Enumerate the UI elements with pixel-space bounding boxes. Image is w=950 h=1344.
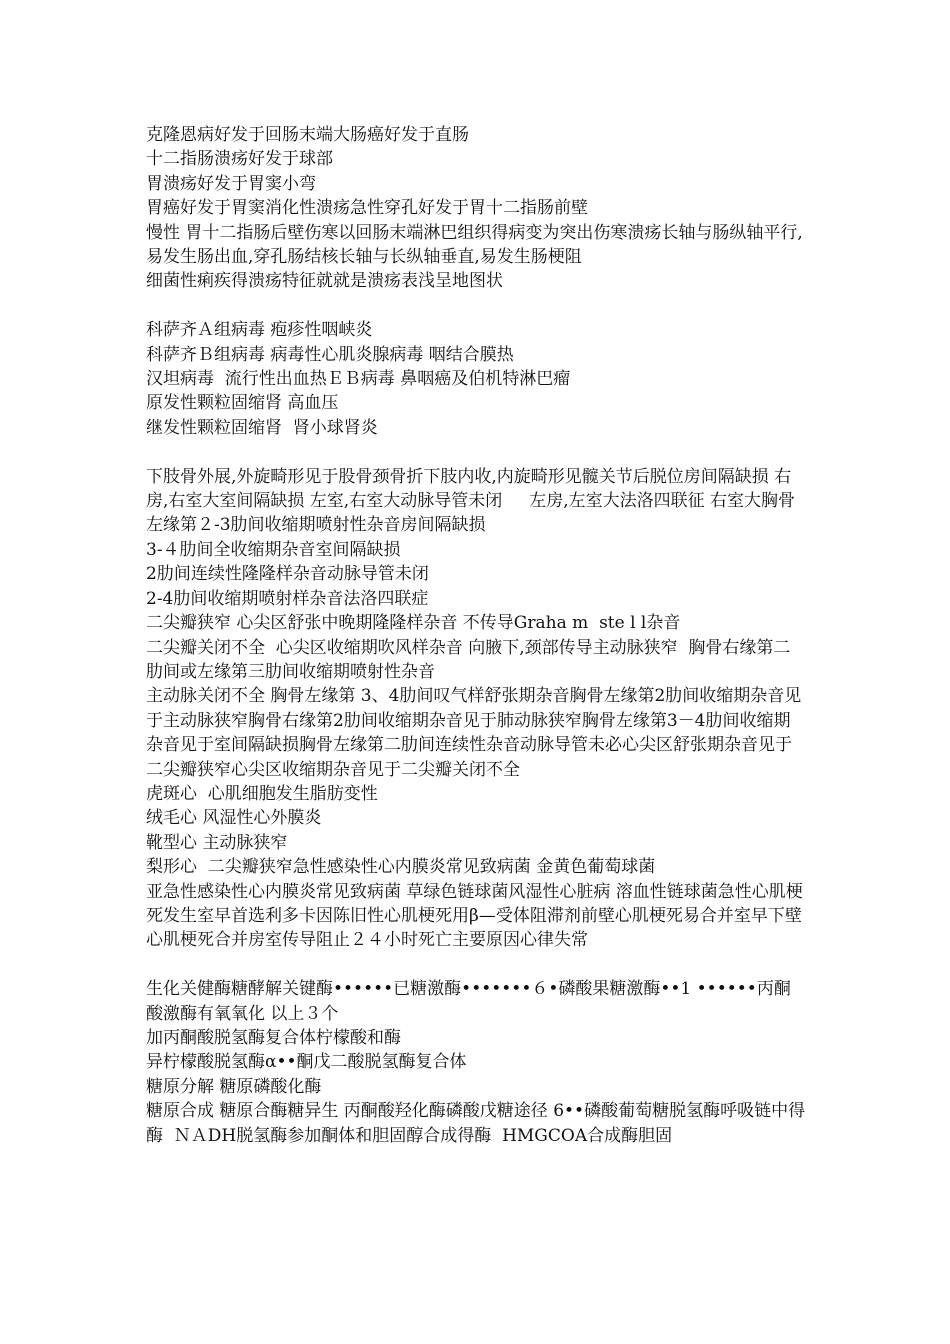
paragraph-gap: [146, 440, 806, 464]
section-viruses-kidney: [146, 318, 806, 440]
text-line: 糖原合成 糖原合酶糖异生 丙酮酸羟化酶磷酸戊糖途径 6••磷酸葡萄糖脱氢酶呼吸链中得酶 ＮＡDH脱氢酶参加酮体和胆固醇合成得酶 HMGCOA合成酶胆固: [146, 1101, 806, 1146]
paragraph-gap: [146, 953, 806, 977]
text-line: 胃癌好发于胃窦消化性溃疡急性穿孔好发于胃十二指肠前壁: [146, 198, 588, 219]
section-digestive-ulcers: [146, 123, 806, 294]
text-line: 克隆恩病好发于回肠末端大肠癌好发于直肠: [146, 125, 469, 145]
text-line: 2-4肋间收缩期喷射样杂音法洛四联症: [146, 588, 429, 609]
text-line: 靴型心 主动脉狭窄: [146, 832, 288, 853]
text-line: 下肢骨外展,外旋畸形见于股骨颈骨折下肢内收,内旋畸形见髋关节后脱位房间隔缺损 右房,右室大室间隔缺损 左室,右室大动脉导管未闭 左房,左室大法洛四联征 右室大胸骨左缘第２-3肋间收缩期喷射性杂音房间隔缺损: [146, 466, 796, 536]
text-line: 亚急性感染性心内膜炎常见致病菌 草绿色链球菌风湿性心脏病 溶血性链球菌急性心肌梗死发生室早首选利多卡因陈旧性心肌梗死用β—受体阻滞剂前壁心肌梗死易合并室早下壁心肌梗死合并房室传导阻止２４小时死亡主要原因心律失常: [146, 881, 803, 951]
text-line: 原发性颗粒固缩肾 高血压: [146, 393, 339, 414]
section-biochemistry-enzymes: [146, 977, 806, 1148]
text-line: 糖原分解 糖原磷酸化酶: [146, 1076, 322, 1097]
text-line: 继发性颗粒固缩肾 肾小球肾炎: [146, 417, 378, 438]
text-line: 二尖瓣狭窄 心尖区舒张中晚期隆隆样杂音 不传导Graha m ste l l杂音: [146, 613, 681, 634]
text-line: 梨形心 二尖瓣狭窄急性感染性心内膜炎常见致病菌 金黄色葡萄球菌: [146, 857, 656, 878]
text-line: 胃溃疡好发于胃窦小弯: [146, 173, 316, 194]
text-line: 虎斑心 心肌细胞发生脂肪变性: [146, 783, 378, 804]
section-orthopedic-cardiac: [146, 465, 806, 953]
text-line: 2肋间连续性隆隆样杂音动脉导管未闭: [146, 564, 429, 585]
text-line: 3-４肋间全收缩期杂音室间隔缺损: [146, 539, 401, 560]
text-line: 生化关健酶糖酵解关键酶••••••已糖激酶•••••••６•磷酸果糖激酶••1 ••••••丙酮酸激酶有氧氧化 以上３个: [146, 979, 791, 1024]
text-line: 汉坦病毒 流行性出血热ＥＢ病毒 鼻咽癌及伯机特淋巴瘤: [146, 369, 571, 390]
text-line: 慢性 胃十二指肠后壁伤寒以回肠末端淋巴组织得病变为突出伤寒溃疡长轴与肠纵轴平行,易发生肠出血,穿孔肠结核长轴与长纵轴垂直,易发生肠梗阻: [146, 222, 803, 268]
document-page: [146, 123, 806, 1148]
text-line: 主动脉关闭不全 胸骨左缘第 3、4肋间叹气样舒张期杂音胸骨左缘第2肋间收缩期杂音见于主动脉狭窄胸骨右缘第2肋间收缩期杂音见于肺动脉狭窄胸骨左缘第3－4肋间收缩期杂音见于室间隔缺损胸骨左缘第二肋间连续性杂音动脉导管未必心尖区舒张期杂音见于二尖瓣狭窄心尖区收缩期杂音见于二尖瓣关闭不全: [146, 686, 802, 780]
paragraph-gap: [146, 294, 806, 318]
text-line: 绒毛心 风湿性心外膜炎: [146, 808, 322, 829]
text-line: 加丙酮酸脱氢酶复合体柠檬酸和酶: [146, 1027, 401, 1048]
text-line: 科萨齐Ａ组病毒 疱疹性咽峡炎: [146, 320, 373, 341]
text-line: 异柠檬酸脱氢酶α••酮戊二酸脱氢酶复合体: [146, 1052, 467, 1073]
text-line: 科萨齐Ｂ组病毒 病毒性心肌炎腺病毒 咽结合膜热: [146, 344, 514, 365]
text-line: 二尖瓣关闭不全 心尖区收缩期吹风样杂音 向腋下,颈部传导主动脉狭窄 胸骨右缘第二肋间或左缘第三肋间收缩期喷射性杂音: [146, 637, 791, 682]
text-line: 细菌性痢疾得溃疡特征就就是溃疡表浅呈地图状: [146, 271, 503, 292]
text-line: 十二指肠溃疡好发于球部: [146, 149, 333, 170]
